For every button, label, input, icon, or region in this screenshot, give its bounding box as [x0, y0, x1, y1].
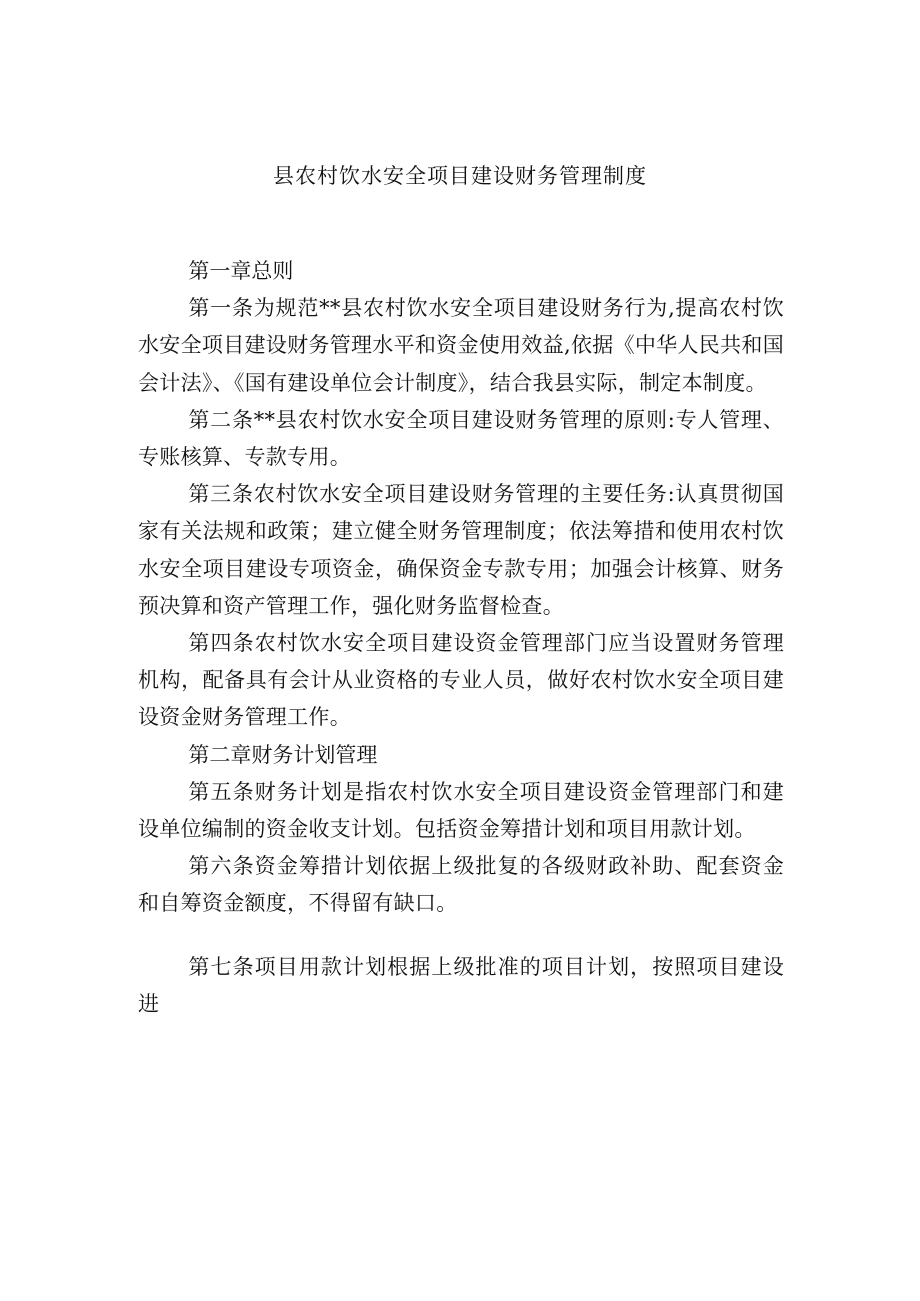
article-3: 第三条农村饮水安全项目建设财务管理的主要任务:认真贯彻国家有关法规和政策；建立健全财务管理制度；依法筹措和使用农村饮水安全项目建设专项资金，确保资金专款专用；加强会计核算、财务预决算和资产管理工作，强化财务监督检查。: [138, 482, 784, 618]
article-1: 第一条为规范**县农村饮水安全项目建设财务行为,提高农村饮水安全项目建设财务管理水平和资金使用效益,依据《中华人民共和国会计法》、《国有建设单位会计制度》，结合我县实际，制定本制度。: [138, 296, 784, 395]
paragraph-gap: [138, 923, 784, 949]
document-title: 县农村饮水安全项目建设财务管理制度: [273, 164, 647, 188]
article-6: 第六条资金筹措计划依据上级批复的各级财政补助、配套资金和自筹资金额度，不得留有缺口。: [138, 854, 784, 916]
article-4: 第四条农村饮水安全项目建设资金管理部门应当设置财务管理机构，配备具有会计从业资格的专业人员，做好农村饮水安全项目建设资金财务管理工作。: [138, 631, 784, 730]
article-2: 第二条**县农村饮水安全项目建设财务管理的原则:专人管理、专账核算、专款专用。: [138, 407, 784, 470]
chapter-heading-1: 第一章总则: [188, 259, 294, 283]
article-7: 第七条项目用款计划根据上级批准的项目计划，按照项目建设进: [138, 954, 784, 1016]
chapter-heading-2: 第二章财务计划管理: [188, 742, 378, 767]
document-body: [138, 253, 784, 1023]
article-5: 第五条财务计划是指农村饮水安全项目建设资金管理部门和建设单位编制的资金收支计划。包括资金筹措计划和项目用款计划。: [138, 779, 784, 842]
